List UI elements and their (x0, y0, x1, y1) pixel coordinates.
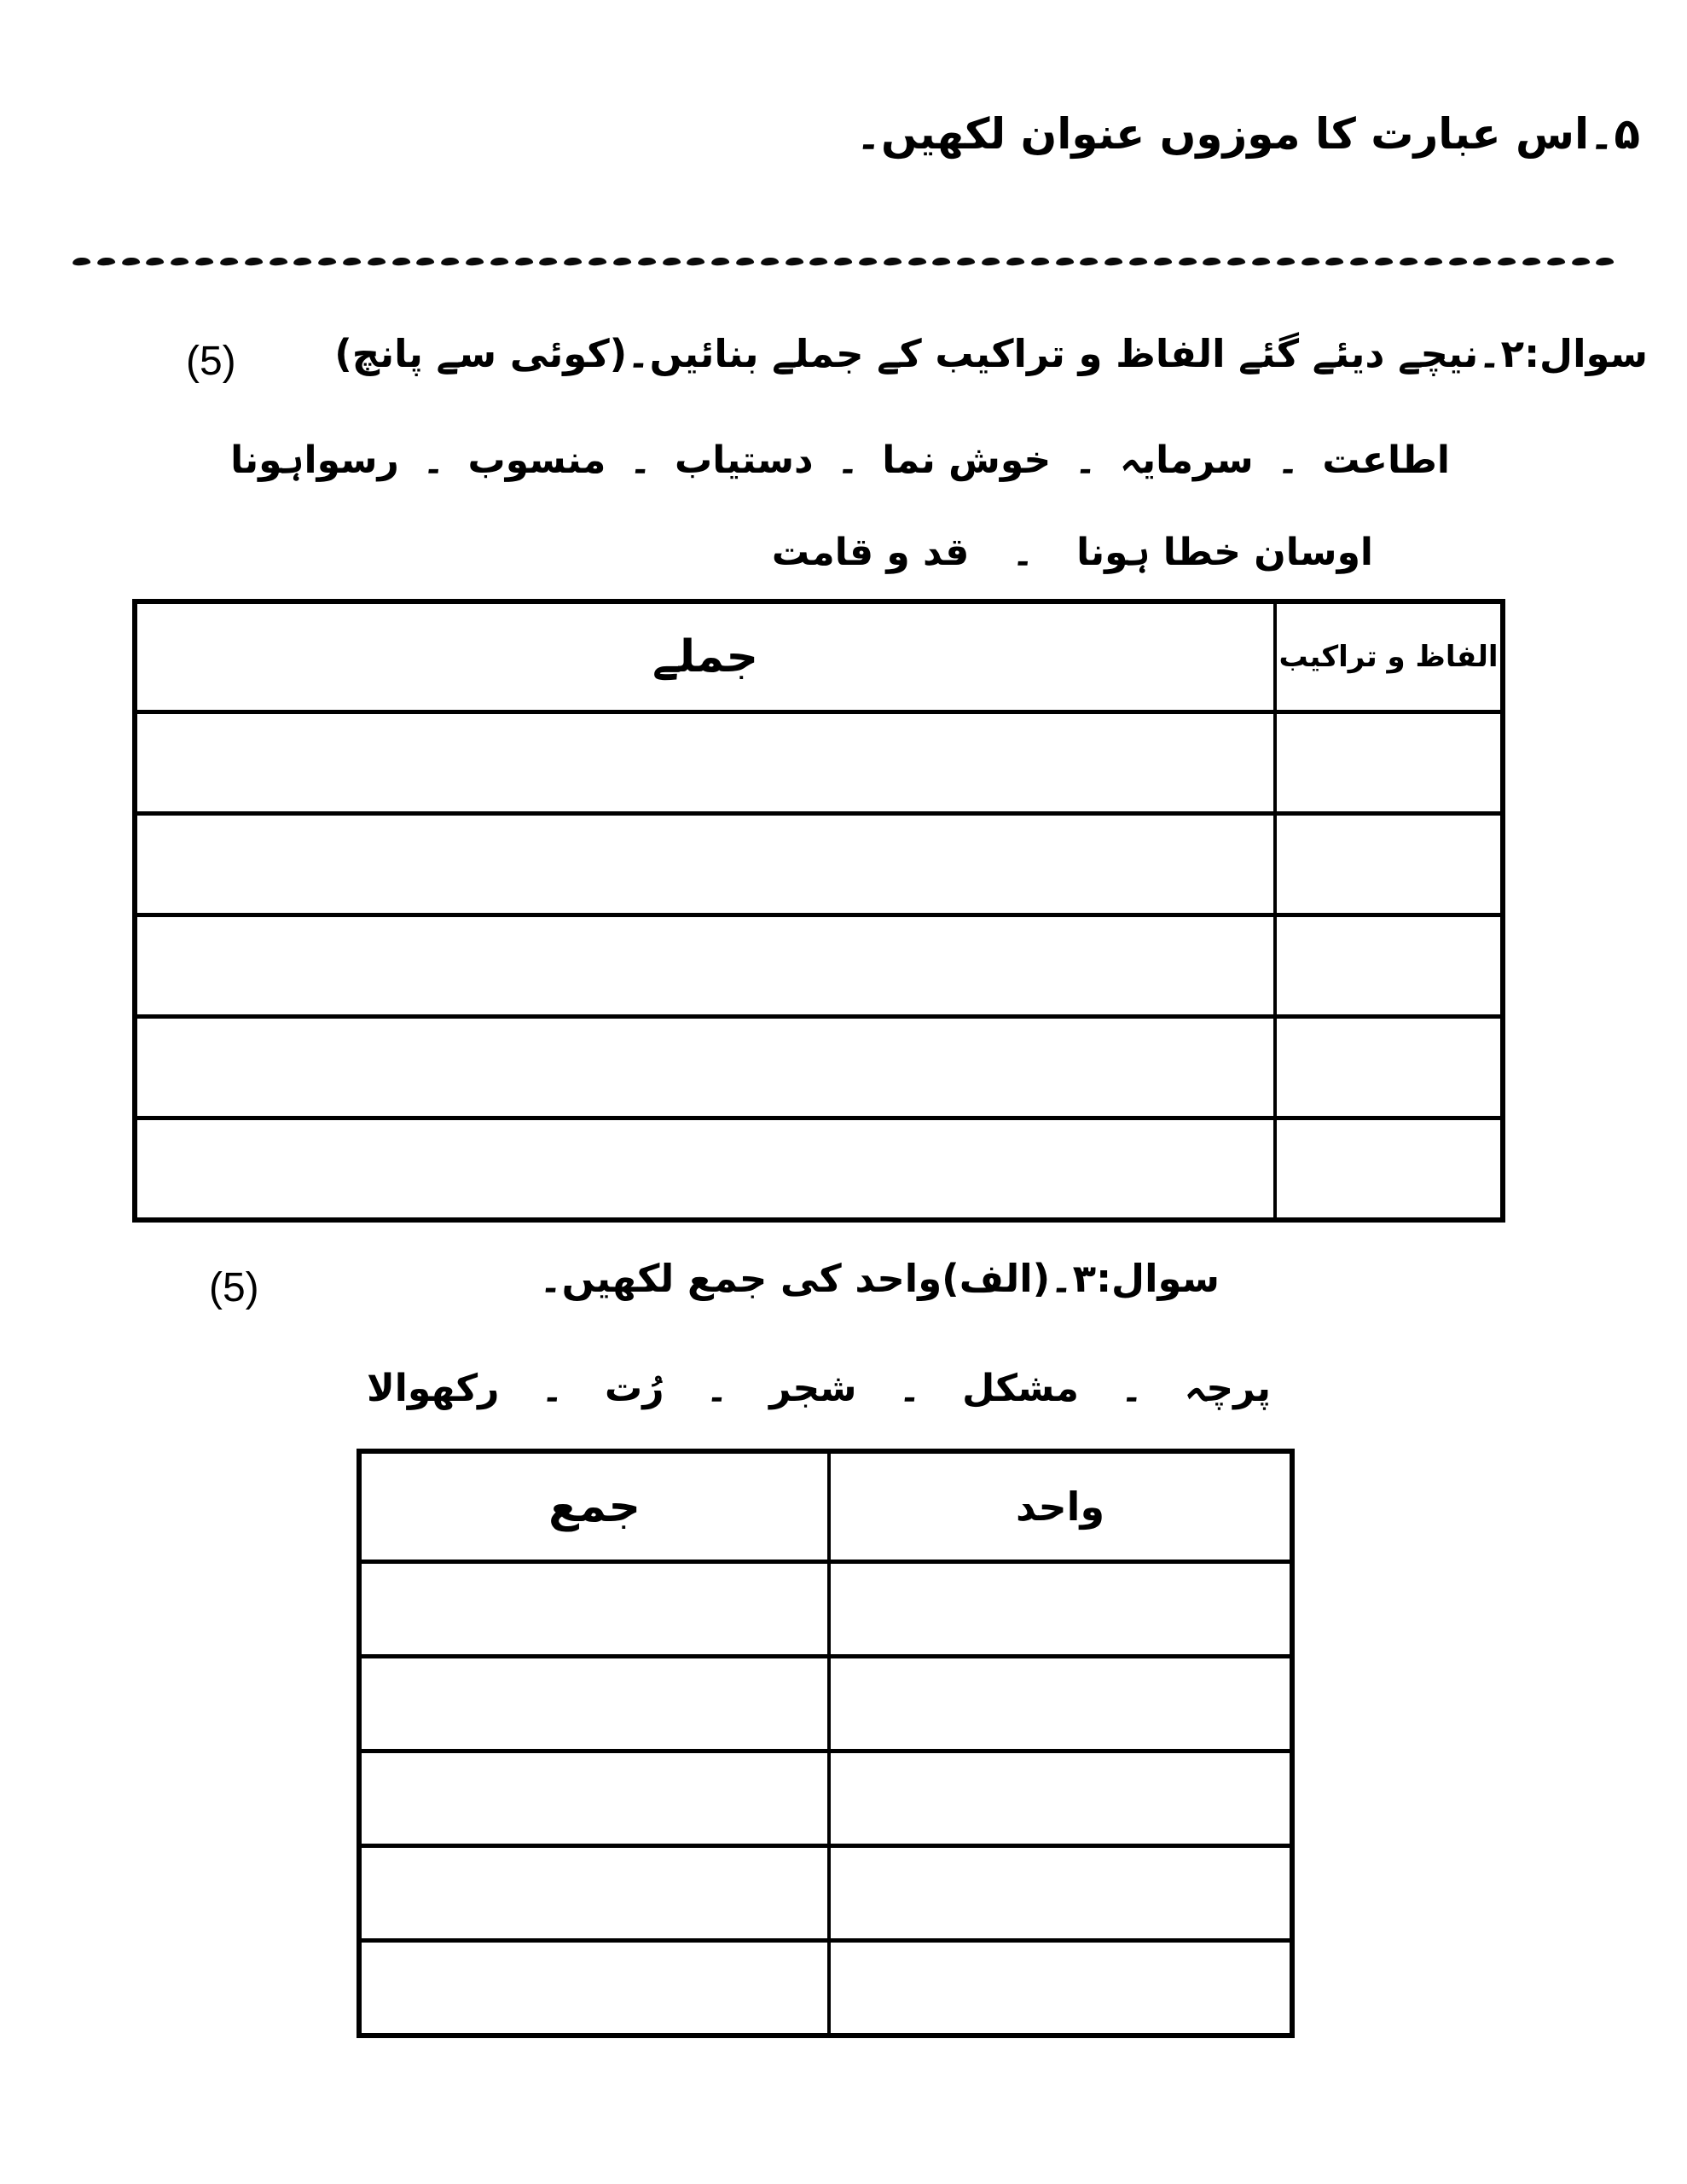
dash-mark (932, 256, 951, 265)
dash-mark (736, 256, 755, 265)
answer-cell-word[interactable] (1273, 714, 1500, 811)
word-separator: ۔ (541, 1367, 564, 1410)
vocabulary-word: خوش نما (882, 439, 1052, 482)
dash-mark (1129, 256, 1148, 265)
dash-mark (1448, 256, 1467, 265)
dash-mark (96, 256, 115, 265)
dash-mark (343, 256, 362, 265)
table-header-singular: واحد (827, 1454, 1290, 1560)
word-separator: ۔ (898, 1367, 921, 1410)
answer-cell-singular[interactable] (827, 1848, 1290, 1938)
vocabulary-word: قد و قامت (771, 531, 970, 574)
dash-mark (711, 256, 730, 265)
dash-mark (1252, 256, 1271, 265)
dash-mark (1203, 256, 1221, 265)
word-separator: ۔ (422, 439, 445, 482)
table-row (362, 1749, 1290, 1844)
table-row (362, 1844, 1290, 1938)
dash-mark (1423, 256, 1442, 265)
question2-marks: (5) (186, 339, 236, 384)
answer-cell-plural[interactable] (362, 1753, 827, 1844)
dash-mark (318, 256, 337, 265)
dash-mark (564, 256, 583, 265)
dash-mark (1375, 256, 1394, 265)
table-row (362, 1938, 1290, 2033)
vocabulary-word: رسواہونا (230, 439, 399, 482)
word-separator: ۔ (1074, 439, 1097, 482)
table-row (137, 710, 1500, 811)
answer-cell-word[interactable] (1273, 917, 1500, 1014)
dash-mark (1522, 256, 1541, 265)
dash-mark (834, 256, 853, 265)
dash-mark (637, 256, 656, 265)
dash-mark (514, 256, 533, 265)
dash-mark (883, 256, 901, 265)
vocabulary-word: اوسان خطا ہونا (1076, 531, 1373, 574)
word-separator: ۔ (1012, 531, 1035, 574)
word-separator: ۔ (1277, 439, 1299, 482)
sentences-table-body (137, 710, 1500, 1217)
dash-mark (1055, 256, 1074, 265)
dash-mark (982, 256, 1000, 265)
question2-words-row-1 (230, 439, 1450, 482)
table-header-sentences: جملے (652, 631, 759, 682)
plural-table-header-row (362, 1454, 1290, 1560)
vocabulary-word: منسوب (467, 439, 606, 482)
answer-cell-sentence[interactable] (137, 1019, 1273, 1116)
dash-mark (1030, 256, 1049, 265)
vocabulary-word: پرچہ (1184, 1367, 1271, 1410)
dash-mark (1178, 256, 1197, 265)
answer-cell-sentence[interactable] (137, 714, 1273, 811)
dash-mark (1104, 256, 1123, 265)
dash-mark (244, 256, 263, 265)
answer-cell-sentence[interactable] (137, 1120, 1273, 1217)
dash-mark (1399, 256, 1417, 265)
vocabulary-word: رُت (605, 1367, 664, 1410)
dash-mark (121, 256, 140, 265)
dash-mark (466, 256, 484, 265)
vocabulary-word: سرمایہ (1119, 439, 1254, 482)
dash-mark (1350, 256, 1369, 265)
dash-mark (1080, 256, 1099, 265)
table-header-plural: جمع (548, 1481, 641, 1532)
dash-mark (539, 256, 558, 265)
dash-mark (1473, 256, 1492, 265)
answer-cell-sentence[interactable] (137, 816, 1273, 913)
dash-mark (1227, 256, 1246, 265)
dash-mark (1006, 256, 1024, 265)
table-row (137, 811, 1500, 913)
answer-cell-word[interactable] (1273, 816, 1500, 913)
vocabulary-word: مشکل (962, 1367, 1080, 1410)
table-row (137, 913, 1500, 1014)
question2-words-row-2 (772, 531, 1373, 574)
dash-mark (416, 256, 435, 265)
answer-cell-word[interactable] (1273, 1019, 1500, 1116)
dash-mark (171, 256, 189, 265)
answer-cell-plural[interactable] (362, 1564, 827, 1654)
dash-mark (219, 256, 238, 265)
dash-mark (662, 256, 681, 265)
answer-cell-plural[interactable] (362, 1943, 827, 2033)
dash-mark (441, 256, 460, 265)
dashed-answer-line (72, 255, 1615, 267)
table-row (362, 1654, 1290, 1749)
sentences-table-header-row (137, 604, 1500, 710)
table-header-words-phrases: الفاظ و تراکیب (1273, 604, 1500, 710)
dash-mark (1301, 256, 1319, 265)
dash-mark (809, 256, 828, 265)
plural-table-body (362, 1560, 1290, 2033)
sentences-table (132, 599, 1505, 1223)
dash-mark (1153, 256, 1172, 265)
dash-mark (907, 256, 926, 265)
dash-mark (367, 256, 386, 265)
vocabulary-word: اطاعت (1322, 439, 1450, 482)
dash-mark (957, 256, 976, 265)
word-separator: ۔ (705, 1367, 728, 1410)
vocabulary-word: شجر (769, 1367, 857, 1410)
word-separator: ۔ (837, 439, 859, 482)
vocabulary-word: دستیاب (675, 439, 814, 482)
word-separator: ۔ (629, 439, 652, 482)
table-row (137, 1116, 1500, 1217)
dash-mark (1596, 256, 1615, 265)
question3-words-row (367, 1367, 1271, 1410)
dash-mark (588, 256, 607, 265)
answer-cell-singular[interactable] (827, 1564, 1290, 1654)
dash-mark (195, 256, 214, 265)
answer-cell-sentence[interactable] (137, 917, 1273, 1014)
dash-mark (1276, 256, 1295, 265)
question2-heading: سوال:۲۔نیچے دیئے گئے الفاظ و تراکیب کے جملے بنائیں۔(کوئی سے پانچ) (334, 331, 1648, 376)
table-row (362, 1560, 1290, 1654)
dash-mark (760, 256, 779, 265)
dash-mark (490, 256, 508, 265)
dash-mark (785, 256, 803, 265)
answer-cell-singular[interactable] (827, 1943, 1290, 2033)
dash-mark (612, 256, 631, 265)
answer-cell-singular[interactable] (827, 1658, 1290, 1749)
answer-cell-plural[interactable] (362, 1658, 827, 1749)
dash-mark (859, 256, 878, 265)
answer-cell-singular[interactable] (827, 1753, 1290, 1844)
question5-heading: ۵۔اس عبارت کا موزوں عنوان لکھیں۔ (855, 109, 1640, 159)
dash-mark (269, 256, 287, 265)
table-row (137, 1014, 1500, 1116)
vocabulary-word: رکھوالا (367, 1367, 500, 1410)
answer-cell-plural[interactable] (362, 1848, 827, 1938)
dash-mark (293, 256, 312, 265)
plural-singular-table (357, 1449, 1295, 2038)
dash-mark (391, 256, 410, 265)
dash-mark (72, 256, 91, 265)
question3-heading: سوال:۳۔(الف)واحد کی جمع لکھیں۔ (539, 1256, 1220, 1301)
dash-mark (687, 256, 705, 265)
dash-mark (1498, 256, 1516, 265)
dash-mark (1571, 256, 1590, 265)
dash-mark (146, 256, 165, 265)
dash-mark (1546, 256, 1565, 265)
dash-mark (1325, 256, 1344, 265)
question3-marks: (5) (209, 1265, 259, 1310)
word-separator: ۔ (1120, 1367, 1143, 1410)
answer-cell-word[interactable] (1273, 1120, 1500, 1217)
